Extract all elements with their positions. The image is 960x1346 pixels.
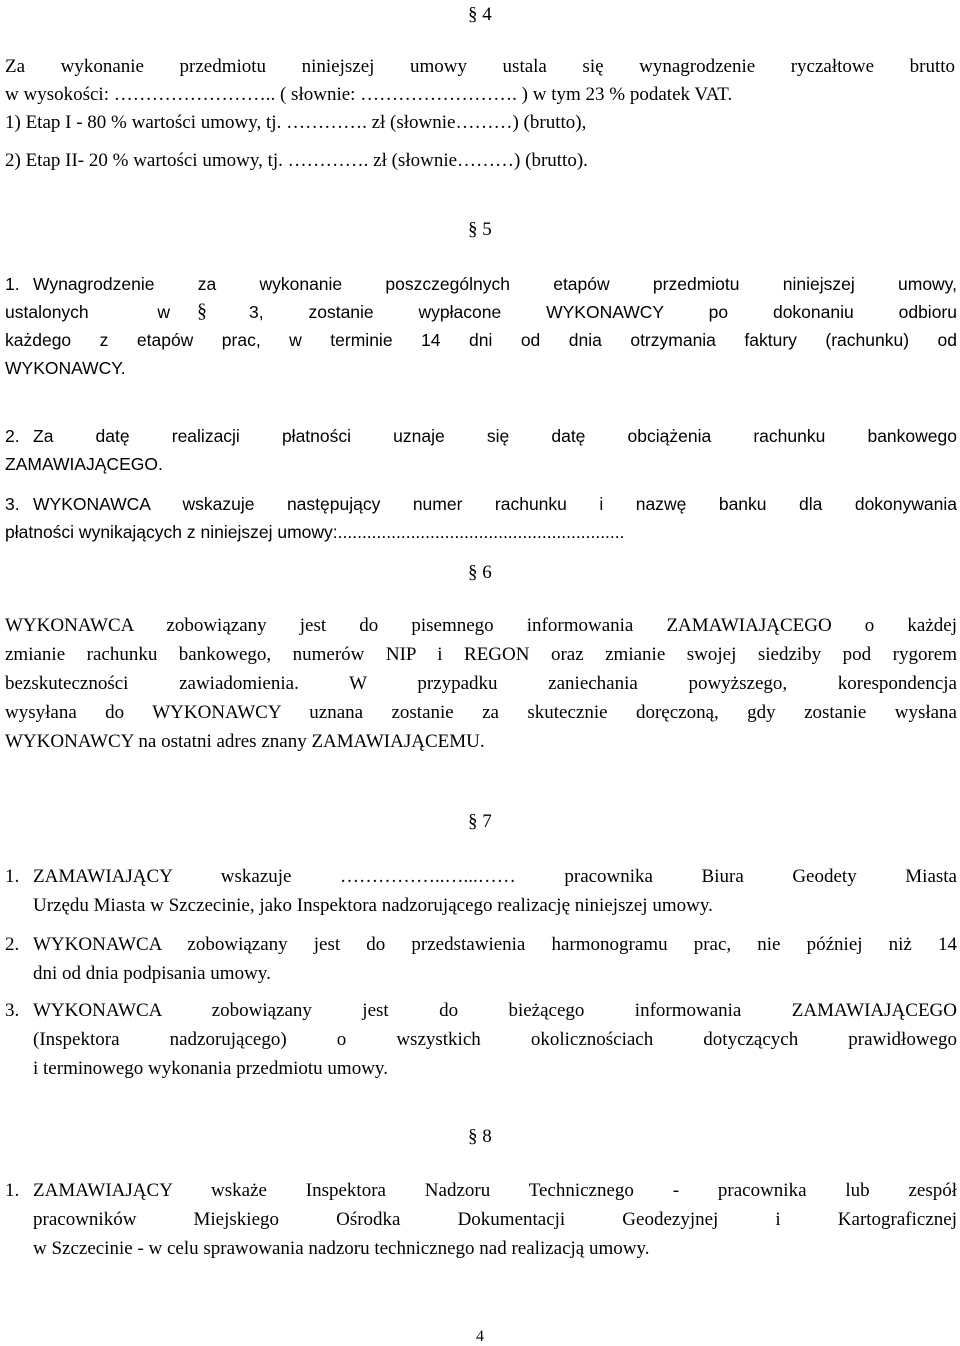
s7-p3-line-2-text: (Inspektora nadzorującego) o wszystkich okolicznościach dotyczących prawidłowego: [33, 1029, 957, 1050]
s6-line-5: WYKONAWCY na ostatni adres znany ZAMAWIAJĄCEMU.: [5, 731, 485, 752]
s6-line-4: [5, 702, 957, 724]
s4-line-1: [5, 56, 955, 78]
section-7-heading: § 7: [468, 811, 492, 832]
s8-p1-number: 1.: [5, 1180, 20, 1201]
page-number: 4: [476, 1328, 484, 1345]
s4-item-2: 2) Etap II- 20 % wartości umowy, tj. …………. zł (słownie………) (brutto).: [5, 150, 588, 171]
s7-p1-line-1: [33, 866, 957, 888]
section-sign-glyph: §: [197, 300, 207, 322]
s5-p1-number: 1.: [5, 274, 20, 294]
s7-p3-line-1: [33, 1000, 957, 1022]
s5-p3-line-2: płatności wynikających z niniejszej umowy:...........................................................: [5, 522, 625, 542]
s5-p3-line-1: [33, 494, 957, 515]
s5-p1-line-4: WYKONAWCY.: [5, 358, 126, 378]
s7-p3-line-1-text: WYKONAWCA zobowiązany jest do bieżącego informowania ZAMAWIAJĄCEGO: [33, 1000, 957, 1021]
s7-p3-number: 3.: [5, 1000, 20, 1021]
s7-p3-line-3: i terminowego wykonania przedmiotu umowy.: [33, 1058, 388, 1079]
s7-paragraph-3: [5, 1000, 957, 1088]
s6-line-1: [5, 615, 957, 637]
s8-p1-line-2: [33, 1209, 957, 1231]
s6-line-4-text: wysyłana do WYKONAWCY uznana zostanie za skutecznie doręczoną, gdy zostanie wysłana: [5, 702, 957, 723]
s7-p1-line-1-text: ZAMAWIAJĄCY wskazuje ……………..…...…… pracownika Biura Geodety Miasta: [33, 866, 957, 887]
s7-p1-line-2: Urzędu Miasta w Szczecinie, jako Inspektora nadzorującego realizację niniejszej umowy.: [33, 895, 713, 916]
s4-line-1-text: Za wykonanie przedmiotu niniejszej umowy ustala się wynagrodzenie ryczałtowe brutto: [5, 56, 955, 77]
s8-p1-line-1: [33, 1180, 957, 1202]
s7-p2-line-1: [33, 934, 957, 956]
s8-paragraph-1: [5, 1180, 957, 1270]
s6-line-3-text: bezskuteczności zawiadomienia. W przypadku zaniechania powyższego, korespondencja: [5, 673, 957, 694]
s7-paragraph-1: [5, 866, 957, 924]
section-6-heading: § 6: [468, 562, 492, 583]
s5-p1-line-2b: 3, zostanie wypłacone WYKONAWCY po dokonaniu odbioru: [249, 302, 957, 322]
s5-p3-number: 3.: [5, 494, 20, 514]
s4-item-1: 1) Etap I - 80 % wartości umowy, tj. …………. zł (słownie………) (brutto),: [5, 112, 587, 133]
s6-line-1-text: WYKONAWCA zobowiązany jest do pisemnego informowania ZAMAWIAJĄCEGO o każdej: [5, 615, 957, 636]
s7-paragraph-2: [5, 934, 957, 992]
s6-line-2: [5, 644, 957, 666]
s7-p2-line-1-text: WYKONAWCA zobowiązany jest do przedstawienia harmonogramu prac, nie później niż 14: [33, 934, 957, 955]
s5-p1-line-1-text: Wynagrodzenie za wykonanie poszczególnych etapów przedmiotu niniejszej umowy,: [33, 274, 957, 294]
s5-paragraph-3: [5, 494, 957, 546]
s5-paragraph-1: [5, 274, 957, 384]
s5-p1-line-3-text: każdego z etapów prac, w terminie 14 dni od dnia otrzymania faktury (rachunku) od: [5, 330, 957, 350]
section-8-heading: § 8: [468, 1126, 492, 1147]
section-4-heading: § 4: [468, 4, 492, 25]
s5-p2-line-1-text: Za datę realizacji płatności uznaje się datę obciążenia rachunku bankowego: [33, 426, 957, 446]
s6-line-2-text: zmianie rachunku bankowego, numerów NIP i REGON oraz zmianie swojej siedziby pod rygorem: [5, 644, 957, 665]
s8-p1-line-3: w Szczecinie - w celu sprawowania nadzoru technicznego nad realizacją umowy.: [33, 1238, 650, 1259]
s5-p1-line-3: [5, 330, 957, 351]
s7-p1-number: 1.: [5, 866, 20, 887]
s5-p1-line-1: [33, 274, 957, 295]
s5-p2-number: 2.: [5, 426, 20, 446]
s6-line-3: [5, 673, 957, 695]
section-5-heading: § 5: [468, 219, 492, 240]
s8-p1-line-1-text: ZAMAWIAJĄCY wskaże Inspektora Nadzoru Technicznego - pracownika lub zespół: [33, 1180, 957, 1201]
s4-line-2: w wysokości: …………………….. ( słownie: ……………………. ) w tym 23 % podatek VAT.: [5, 84, 733, 105]
s5-p2-line-1: [33, 426, 957, 447]
s5-p2-line-2: ZAMAWIAJĄCEGO.: [5, 454, 163, 474]
s5-p1-line-2a: ustalonych w: [5, 302, 170, 322]
s5-paragraph-2: [5, 426, 957, 478]
s7-p2-number: 2.: [5, 934, 20, 955]
s5-p3-line-1-text: WYKONAWCA wskazuje następujący numer rachunku i nazwę banku dla dokonywania: [33, 494, 957, 514]
s8-p1-line-2-text: pracowników Miejskiego Ośrodka Dokumentacji Geodezyjnej i Kartograficznej: [33, 1209, 957, 1230]
s7-p3-line-2: [33, 1029, 957, 1051]
s7-p2-line-2: dni od dnia podpisania umowy.: [33, 963, 271, 984]
